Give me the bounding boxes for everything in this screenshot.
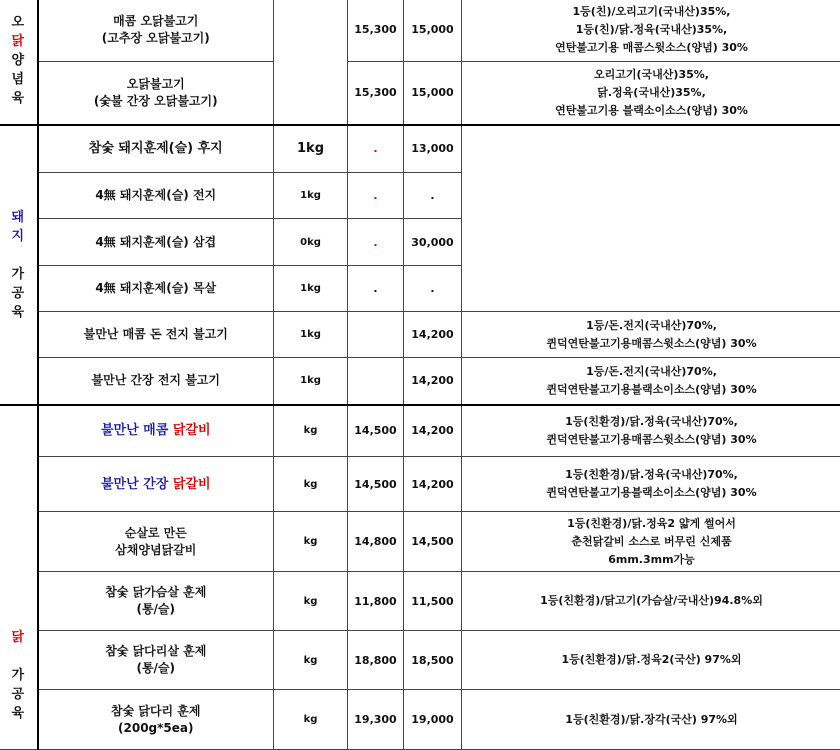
price-1: . [348,173,404,219]
unit: 1kg [274,173,348,219]
product-desc: 1등(친환경)/닭고기(가슴살/국내산)94.8%외 [462,572,840,631]
table-row [0,457,840,512]
price-2: 11,500 [404,572,462,631]
price-1: 15,300 [348,0,404,62]
price-2: 14,200 [404,405,462,457]
price-1: 11,800 [348,572,404,631]
price-2: 18,500 [404,631,462,690]
table-row [0,690,840,750]
product-desc: 1등/돈.전지(국내산)70%, 퀸덕연탄불고기용블랙소이소스(양념) 30% [462,358,840,405]
price-1: 14,800 [348,512,404,572]
table-row [0,312,840,358]
product-desc: 1등(친환경)/닭.정육(국내산)70%, 퀸덕연탄불고기용블랙소이소스(양념) 30% [462,457,840,512]
product-name: 참숯 닭가슴살 훈제 (통/슬) [38,572,274,631]
price-1: . [348,125,404,173]
product-name: 불만난 매콤 돈 전지 불고기 [38,312,274,358]
product-desc: 1등/돈.전지(국내산)70%, 퀸덕연탄불고기용매콤스윗소스(양념) 30% [462,312,840,358]
price-1: . [348,266,404,312]
category-pork: 돼 지 가 공 육 [0,125,38,405]
category-chicken: 닭 가 공 육 [0,405,38,750]
table-row [0,405,840,457]
price-1: 14,500 [348,405,404,457]
price-1: 19,300 [348,690,404,750]
price-2: 14,200 [404,358,462,405]
product-name: 참숯 돼지훈제(슬) 후지 [38,125,274,173]
table-row [0,358,840,405]
price-1: . [348,219,404,266]
table-row [0,125,840,173]
product-desc: 1등(친환경)/닭.정육(국내산)70%, 퀸덕연탄불고기용매콤스윗소스(양념) 30% [462,405,840,457]
product-name: 불만난 매콤 닭갈비 [38,405,274,457]
product-name: 순살로 만든 삼채양념닭갈비 [38,512,274,572]
pork-desc [462,125,840,312]
table-row [0,572,840,631]
category-duck: 오 닭 양 념 육 [0,0,38,125]
product-name: 불만난 간장 전지 불고기 [38,358,274,405]
unit: kg [274,690,348,750]
product-name: 매콤 오닭불고기 (고추장 오닭불고기) [38,0,274,62]
unit: kg [274,631,348,690]
unit: 1kg [274,266,348,312]
unit: 1kg [274,312,348,358]
price-1 [348,358,404,405]
product-desc: 오리고기(국내산)35%, 닭.정육(국내산)35%, 연탄불고기용 블랙소이소스(양념) 30% [462,62,840,125]
unit: 1kg [274,358,348,405]
price-2: 14,200 [404,312,462,358]
price-2: 15,000 [404,0,462,62]
price-2: . [404,266,462,312]
product-name: 4無 돼지훈제(슬) 전지 [38,173,274,219]
price-1: 18,800 [348,631,404,690]
unit: 0kg [274,219,348,266]
table-row [0,0,840,62]
product-desc: 1등(친환경)/닭.정육2(국산) 97%외 [462,631,840,690]
product-name: 불만난 간장 닭갈비 [38,457,274,512]
product-desc: 1등(친환경)/닭.장각(국산) 97%외 [462,690,840,750]
table-row [0,631,840,690]
price-1: 15,300 [348,62,404,125]
price-2: 19,000 [404,690,462,750]
product-name: 4無 돼지훈제(슬) 목살 [38,266,274,312]
unit: 1kg [274,125,348,173]
unit: kg [274,572,348,631]
unit: kg [274,512,348,572]
table-row [0,62,840,125]
unit [274,0,348,125]
unit: kg [274,457,348,512]
unit: kg [274,405,348,457]
price-2: 30,000 [404,219,462,266]
product-name: 참숯 닭다리살 훈제 (통/슬) [38,631,274,690]
table-row [0,512,840,572]
price-2: 15,000 [404,62,462,125]
product-desc: 1등(친환경)/닭.정육2 얇게 썰어서 춘천닭갈비 소스로 버무린 신제품 6mm.3mm가능 [462,512,840,572]
price-1 [348,312,404,358]
price-2: 13,000 [404,125,462,173]
price-2: 14,200 [404,457,462,512]
price-2: . [404,173,462,219]
product-name: 오닭불고기 (숯불 간장 오닭불고기) [38,62,274,125]
price-2: 14,500 [404,512,462,572]
product-name: 참숯 닭다리 훈제 (200g*5ea) [38,690,274,750]
product-desc: 1등(친)/오리고기(국내산)35%, 1등(친)/닭.정육(국내산)35%, 연탄불고기용 매콤스윗소스(양념) 30% [462,0,840,62]
product-name: 4無 돼지훈제(슬) 삼겹 [38,219,274,266]
price-1: 14,500 [348,457,404,512]
